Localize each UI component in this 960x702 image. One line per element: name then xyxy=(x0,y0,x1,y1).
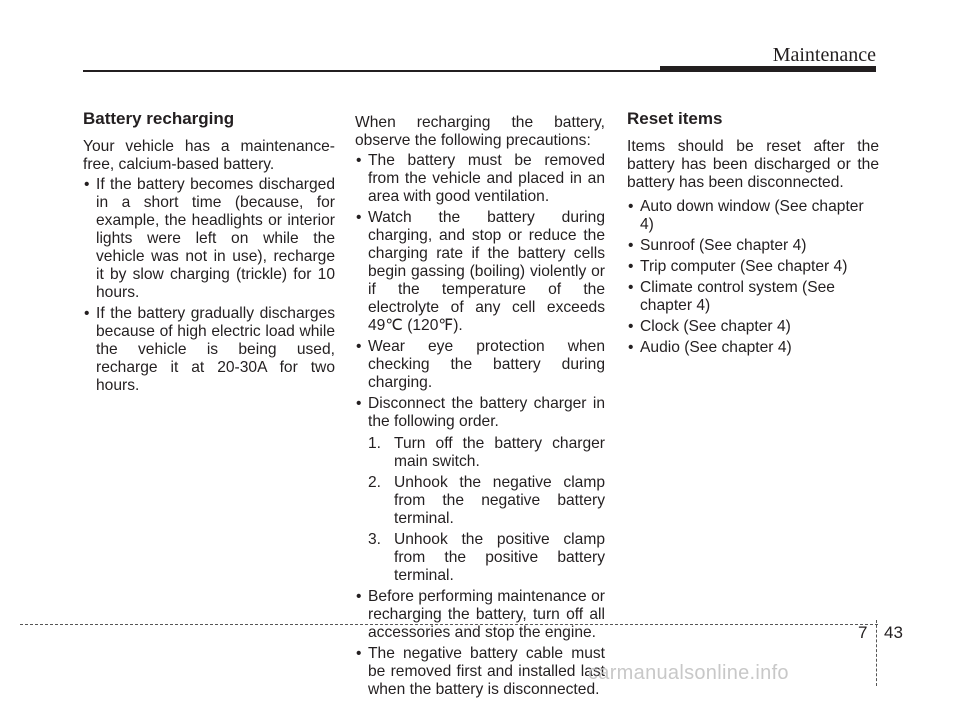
list-item: • Watch the battery during charging, and stop or reduce the charging rate if the battery cells begin gassing (boiling) violently or if the temperature of the electrolyte of any cell exceeds 49℃ (120℉). xyxy=(355,209,605,335)
battery-recharging-heading: Battery recharging xyxy=(83,109,235,128)
step-text: Unhook the negative clamp from the negative battery terminal. xyxy=(394,474,605,527)
step-item xyxy=(368,531,605,585)
step-number: 1. xyxy=(368,435,382,452)
list-item: • If the battery gradually discharges because of high electric load while the vehicle is being used, recharge it at 20-30A for two hours. xyxy=(83,305,335,395)
list-item: • Sunroof (See chapter 4) xyxy=(627,237,879,255)
list-item: • The negative battery cable must be removed first and installed last when the battery is disconnected. xyxy=(355,645,605,699)
right-column xyxy=(627,108,879,360)
section-title: Maintenance xyxy=(772,44,876,66)
precautions-intro: When recharging the battery, observe the following precautions: xyxy=(355,114,605,149)
disconnect-order-text: Disconnect the battery charger in the following order. xyxy=(368,395,605,430)
list-item: • Wear eye protection when checking the battery during charging. xyxy=(355,338,605,392)
precautions-list xyxy=(355,152,605,699)
reset-items-heading: Reset items xyxy=(627,109,723,128)
footer-rule xyxy=(20,624,878,625)
list-item: • Audio (See chapter 4) xyxy=(627,339,879,357)
list-item: • The battery must be removed from the vehicle and placed in an area with good ventilation. xyxy=(355,152,605,206)
list-item xyxy=(355,395,605,585)
page-number: 43 xyxy=(884,623,903,642)
list-item: • If the battery becomes discharged in a short time (because, for example, the headlights or interior lights were left on while the vehicle was not in use), recharge it by slow charging (trickle) for 10 hours. xyxy=(83,176,335,302)
step-number: 2. xyxy=(368,474,382,491)
reset-items-list xyxy=(627,198,879,357)
step-item xyxy=(368,435,605,471)
list-item: • Trip computer (See chapter 4) xyxy=(627,258,879,276)
step-text: Unhook the positive clamp from the positive battery terminal. xyxy=(394,531,605,584)
step-text: Turn off the battery charger main switch. xyxy=(394,435,605,470)
watermark: carmanualsonline.info xyxy=(588,662,789,684)
battery-intro: Your vehicle has a maintenance-free, calcium-based battery. xyxy=(83,138,335,173)
footer-divider xyxy=(876,620,877,686)
disconnect-steps xyxy=(368,435,605,585)
step-item xyxy=(368,474,605,528)
list-item: • Clock (See chapter 4) xyxy=(627,318,879,336)
left-column xyxy=(83,108,335,398)
list-item: • Before performing maintenance or recharging the battery, turn off all accessories and stop the engine. xyxy=(355,588,605,642)
middle-column xyxy=(355,114,605,702)
chapter-number: 7 xyxy=(858,623,868,642)
list-item: • Auto down window (See chapter 4) xyxy=(627,198,879,234)
list-item: • Climate control system (See chapter 4) xyxy=(627,279,879,315)
battery-bullet-list xyxy=(83,176,335,395)
reset-intro: Items should be reset after the battery has been discharged or the battery has been disconnected. xyxy=(627,138,879,191)
header-rule xyxy=(83,70,663,72)
step-number: 3. xyxy=(368,531,382,548)
header-rule-accent xyxy=(660,66,876,72)
